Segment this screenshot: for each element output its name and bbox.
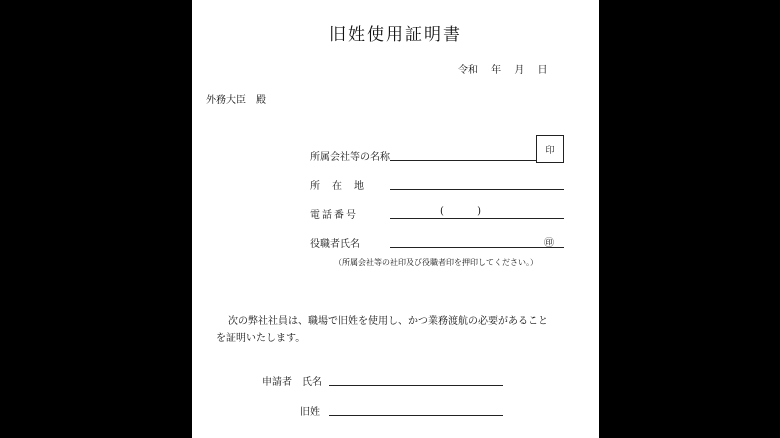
document-title: 旧姓使用証明書 <box>329 25 462 45</box>
former-name-line <box>329 415 503 416</box>
addressee: 外務大臣 殿 <box>206 95 266 106</box>
official-name-line <box>390 247 564 248</box>
phone-label: 電話番号 <box>310 210 358 221</box>
address-line <box>390 189 564 190</box>
former-name-label: 旧姓 <box>300 407 320 418</box>
company-name-line <box>390 160 536 161</box>
phone-line <box>390 218 564 219</box>
address-label: 所 在 地 <box>310 181 365 192</box>
date-line: 令和 年 月 日 <box>458 65 548 76</box>
certification-statement: 次の弊社社員は、職場で旧姓を使用し、かつ業務渡航の必要があることを証明いたします。 <box>216 316 548 344</box>
phone-parens: ( ) <box>440 206 481 217</box>
company-stamp-box: 印 <box>536 135 564 163</box>
seal-note: （所属会社等の社印及び役職者印を押印してください。） <box>334 258 538 267</box>
certificate-page <box>192 0 599 438</box>
company-name-label: 所属会社等の名称 <box>310 152 390 163</box>
applicant-name-label: 申請者 氏名 <box>262 377 322 388</box>
seal-mark-icon: ㊞ <box>544 238 554 249</box>
official-name-label: 役職者氏名 <box>310 239 360 250</box>
applicant-name-line <box>329 385 503 386</box>
